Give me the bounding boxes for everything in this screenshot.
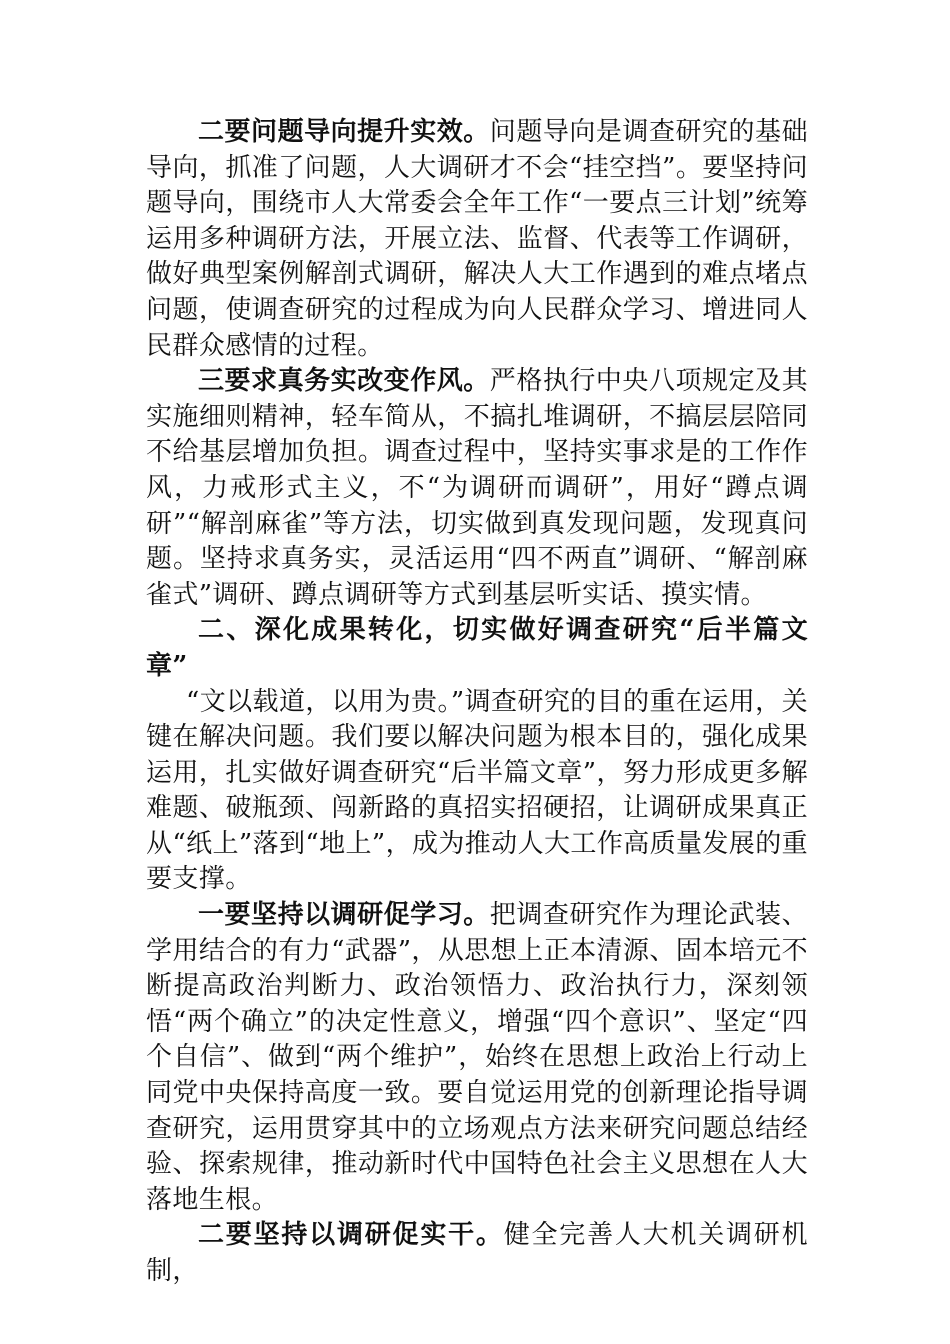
paragraph-text: 把调查研究作为理论武装、学用结合的有力“武器”，从思想上正本清源、固本培元不断提高政治判断力、政治领悟力、政治执行力，深刻领悟“两个确立”的决定性意义，增强“四个意识”、坚定“四个自信”、做到“两个维护”，始终在思想上政治上行动上同党中央保持高度一致。要自觉运用党的创新理论指导调查研究，运用贯穿其中的立场观点方法来研究问题总结经验、探索规律，推动新时代中国特色社会主义思想在人大落地生根。 bbox=[146, 900, 808, 1215]
paragraph-lead: 二要问题导向提升实效。 bbox=[198, 117, 490, 147]
section-heading: 二、深化成果转化，切实做好调查研究“后半篇文章” bbox=[146, 615, 808, 681]
paragraph-lead: 三要求真务实改变作风。 bbox=[198, 366, 490, 397]
paragraph-text: 问题导向是调查研究的基础导向，抓准了问题，人大调研才不会“挂空挡”。要坚持问题导向，围绕市人大常委会全年工作“一要点三计划”统筹运用多种调研方法，开展立法、监督、代表等工作调研，做好典型案例解剖式调研，解决人大工作遇到的难点堵点问题，使调查研究的过程成为向人民群众学习、增进同人民群众感情的过程。 bbox=[146, 117, 808, 361]
paragraph-pragmatic-style bbox=[146, 364, 808, 613]
paragraph-lead: 一要坚持以调研促学习。 bbox=[198, 900, 490, 931]
paragraph-problem-oriented bbox=[146, 115, 808, 364]
paragraph-intro-quote bbox=[146, 685, 808, 899]
paragraph-action bbox=[146, 1218, 808, 1289]
paragraph-text: 健全完善人大机关调研机制， bbox=[146, 1220, 809, 1286]
paragraph-text: “文以载道，以用为贵。”调查研究的目的重在运用，关键在解决问题。我们要以解决问题为根本目的，强化成果运用，扎实做好调查研究“后半篇文章”，努力形成更多解难题、破瓶颈、闯新路的真招实招硬招，让调研成果真正从“纸上”落到“地上”，成为推动人大工作高质量发展的重要支撑。 bbox=[146, 686, 808, 895]
paragraph-text: 严格执行中央八项规定及其实施细则精神，轻车简从，不搞扎堆调研，不搞层层陪同不给基层增加负担。调查过程中，坚持实事求是的工作作风，力戒形式主义，不“为调研而调研”，用好“蹲点调研”“解剖麻雀”等方法，切实做到真发现问题，发现真问题。坚持求真务实，灵活运用“四不两直”调研、“解剖麻雀式”调研、蹲点调研等方式到基层听实话、摸实情。 bbox=[146, 366, 808, 610]
paragraph-study bbox=[146, 898, 808, 1218]
paragraph-lead: 二要坚持以调研促实干。 bbox=[198, 1220, 504, 1251]
document-page bbox=[146, 115, 808, 1290]
